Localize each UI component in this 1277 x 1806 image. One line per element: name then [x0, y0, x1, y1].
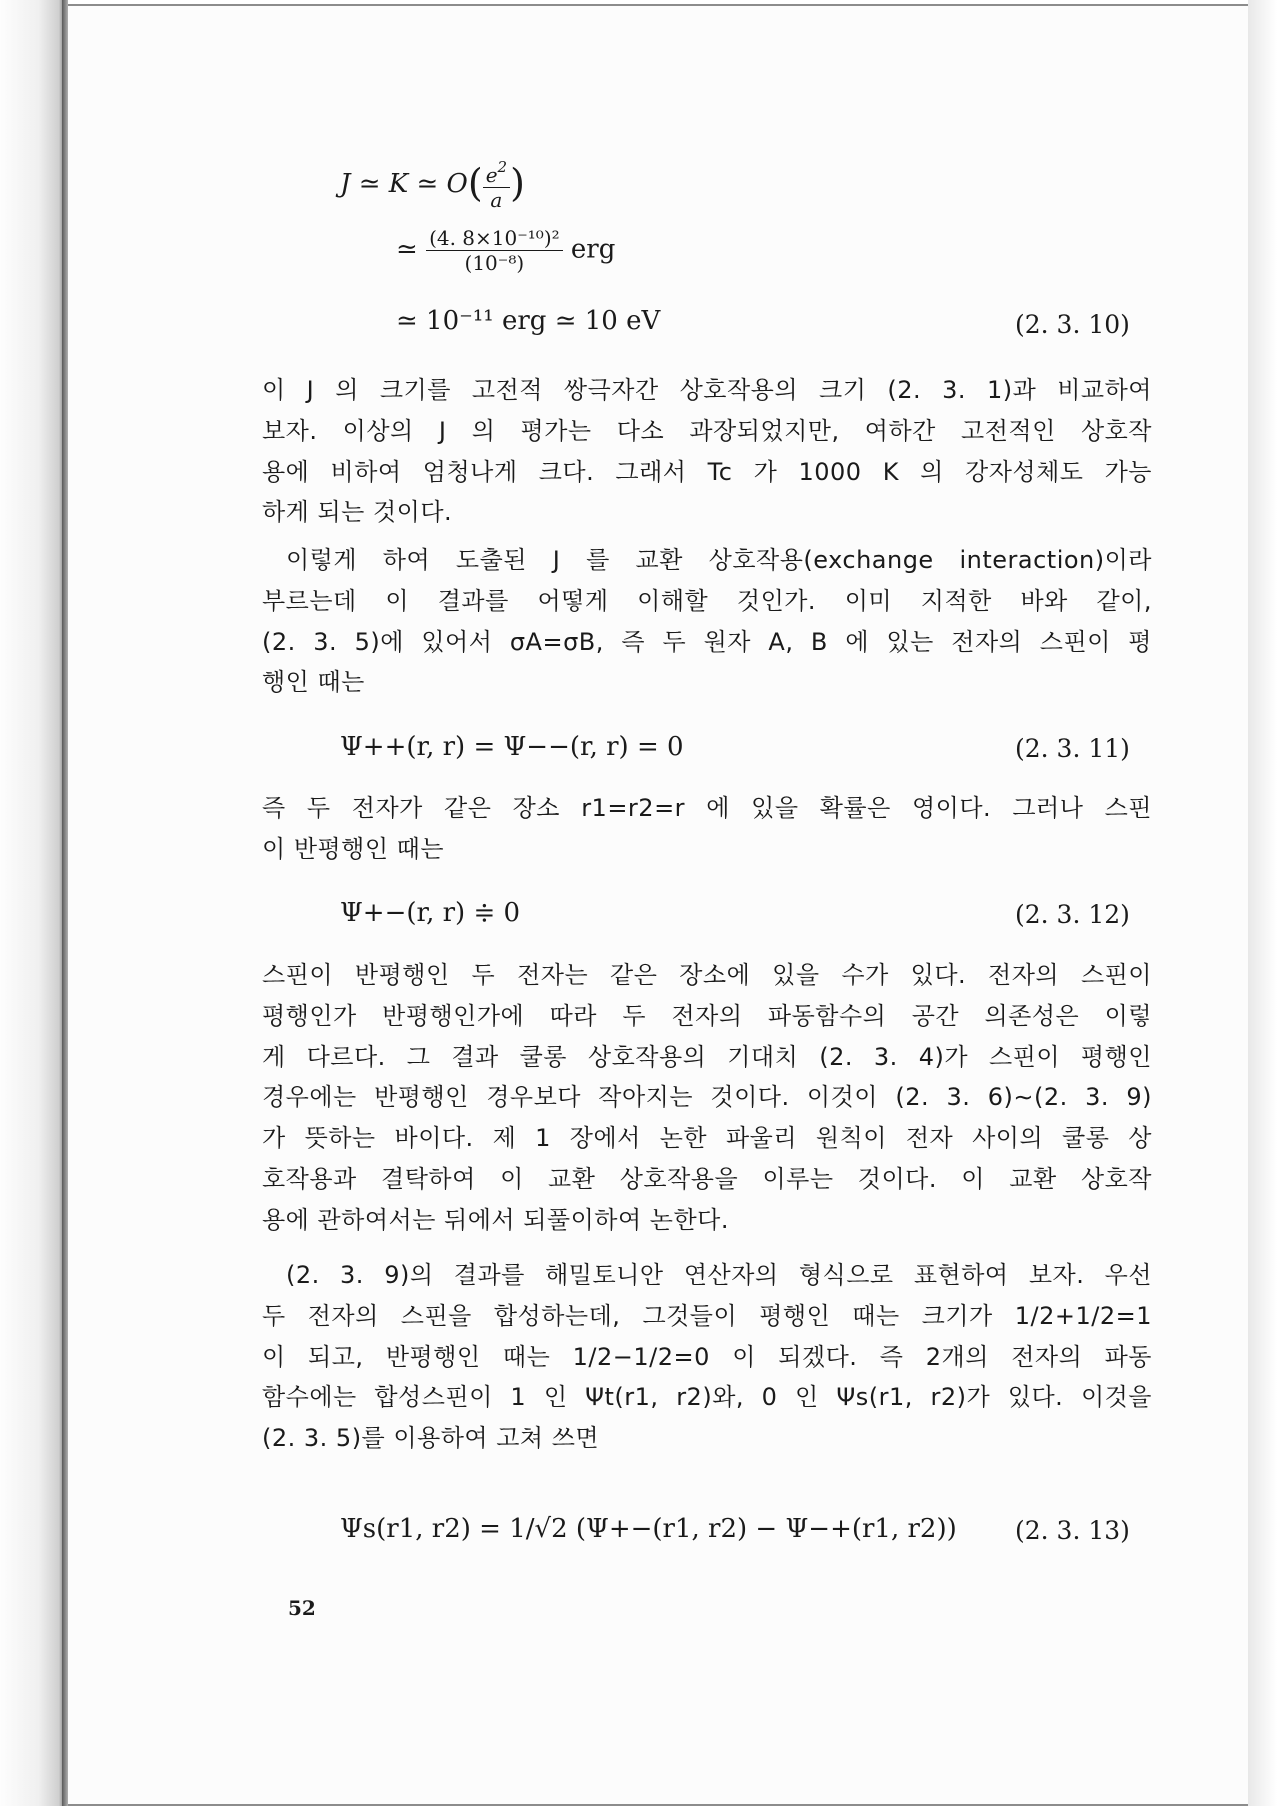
equation-body: Ψs(r1, r2) = 1/√2 (Ψ+−(r1, r2) − Ψ−+(r1, r2)): [340, 1514, 957, 1544]
text-line: 이 되고, 반평행인 때는 1/2−1/2=0 이 되겠다. 즉 2개의 전자의 파동: [262, 1342, 1152, 1371]
text-line: 용에 비하여 엄청나게 크다. 그래서 Tc 가 1000 K 의 강자성체도 가능: [262, 457, 1152, 486]
text-line: 평행인가 반평행인가에 따라 두 전자의 파동함수의 공간 의존성은 이렇: [262, 1001, 1152, 1030]
equation-unit: erg: [570, 234, 616, 265]
text-line: 이렇게 하여 도출된 J 를 교환 상호작용(exchange interaction)이라: [286, 546, 1152, 574]
text-line: 스핀이 반평행인 두 전자는 같은 장소에 있을 수가 있다. 전자의 스핀이: [262, 961, 1152, 989]
text-line: 이 J 의 크기를 고전적 쌍극자간 상호작용의 크기 (2. 3. 1)과 비교하여: [262, 376, 1152, 404]
text-line: 용에 관하여서는 뒤에서 되풀이하여 논한다.: [262, 1205, 729, 1234]
equation-number: (2. 3. 10): [1015, 310, 1130, 339]
page-number: 52: [288, 1596, 316, 1620]
text-line: 부르는데 이 결과를 어떻게 이해할 것인가. 이미 지적한 바와 같이,: [262, 586, 1152, 615]
equation-number: (2. 3. 12): [1015, 900, 1130, 929]
equation-number: (2. 3. 13): [1015, 1516, 1130, 1545]
text-line: (2. 3. 5)를 이용하여 고쳐 쓰면: [262, 1424, 600, 1453]
text-line: 경우에는 반평행인 경우보다 작아지는 것이다. 이것이 (2. 3. 6)∼(2. 3. 9): [262, 1083, 1152, 1112]
paragraph-1: [262, 370, 1152, 533]
equation-body: Ψ+−(r, r) ≑ 0: [340, 898, 521, 928]
equation-line-1: J ≃ K ≃ O( $\frac{e^2}{a}$ ): [340, 158, 525, 212]
text-line: 게 다르다. 그 결과 쿨롱 상호작용의 기대치 (2. 3. 4)가 스핀이 평행인: [262, 1042, 1152, 1071]
text-line: 가 뜻하는 바이다. 제 1 장에서 논한 파울리 원칙이 전자 사이의 쿨롱 상: [262, 1124, 1152, 1153]
equation-numerator: (4. 8×10⁻¹⁰)²: [429, 226, 560, 250]
text-line: 이 반평행인 때는: [262, 834, 445, 863]
text-line: 즉 두 전자가 같은 장소 r1=r2=r 에 있을 확률은 영이다. 그러나 스핀: [262, 794, 1152, 822]
text-line: 함수에는 합성스핀이 1 인 Ψt(r1, r2)와, 0 인 Ψs(r1, r2)가 있다. 이것을: [262, 1383, 1152, 1412]
paragraph-4: [262, 955, 1152, 1241]
text-line: 두 전자의 스핀을 합성하는데, 그것들이 평행인 때는 크기가 1/2+1/2=1: [262, 1301, 1152, 1330]
text-line: (2. 3. 5)에 있어서 σA=σB, 즉 두 원자 A, B 에 있는 전자의 스핀이 평: [262, 627, 1152, 656]
equation-line-3: ≃ 10⁻¹¹ erg ≃ 10 eV: [396, 306, 661, 336]
equation-denominator: (10⁻⁸): [426, 250, 563, 275]
text-line: 보자. 이상의 J 의 평가는 다소 과장되었지만, 여하간 고전적인 상호작: [262, 416, 1152, 445]
text-line: 호작용과 결탁하여 이 교환 상호작용을 이루는 것이다. 이 교환 상호작: [262, 1164, 1152, 1193]
text-line: (2. 3. 9)의 결과를 해밀토니안 연산자의 형식으로 표현하여 보자. 우선: [286, 1261, 1152, 1289]
text-line: 행인 때는: [262, 668, 365, 697]
page-right-margin: [1248, 0, 1277, 1806]
text-line: 하게 되는 것이다.: [262, 498, 453, 527]
equation-line-2: ≃ $\frac{\text{(4. 8×10⁻¹⁰)²}}{\text{(10⁻⁸)}}$ erg: [396, 226, 616, 275]
equation-body: Ψ++(r, r) = Ψ−−(r, r) = 0: [340, 732, 684, 762]
paragraph-3: [262, 788, 1152, 870]
paragraph-2: [262, 540, 1152, 703]
paragraph-5: [262, 1255, 1152, 1459]
equation-number: (2. 3. 11): [1015, 734, 1130, 763]
book-spine-shadow: [0, 0, 64, 1806]
